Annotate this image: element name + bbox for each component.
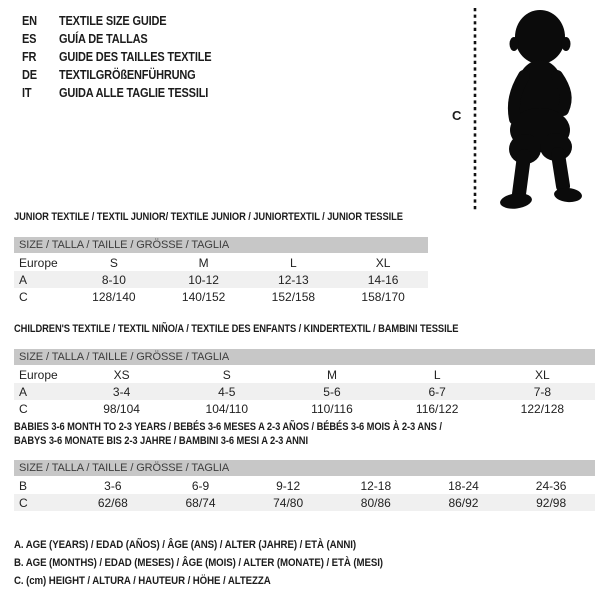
table-cell: 6-9 xyxy=(191,478,210,493)
language-code: ES xyxy=(22,32,37,46)
table-cell: 98/104 xyxy=(103,401,140,416)
language-row xyxy=(22,12,211,30)
size-table-babies xyxy=(14,477,595,511)
language-row xyxy=(22,84,211,102)
table-cell: 104/110 xyxy=(205,401,249,416)
size-header-bar: SIZE / TALLA / TAILLE / GRÖSSE / TAGLIA xyxy=(14,349,595,365)
table-cell: 116/122 xyxy=(415,401,459,416)
table-cell: 62/68 xyxy=(97,495,128,510)
table-row xyxy=(14,477,595,494)
table-row xyxy=(14,288,428,305)
table-row xyxy=(14,254,428,271)
legend-line-b: B. AGE (MONTHS) / EDAD (MESES) / ÂGE (MOIS) / ALTER (MONATE) / ETÀ (MESI) xyxy=(14,557,383,569)
table-cell: XS xyxy=(113,367,130,382)
table-cell: 14-16 xyxy=(367,272,399,287)
table-title-line-2: BABYS 3-6 MONATE BIS 2-3 JAHRE / BAMBINI 3-6 MESI A 2-3 ANNI xyxy=(14,435,308,447)
language-row xyxy=(22,30,211,48)
language-code: DE xyxy=(22,68,37,82)
language-code: EN xyxy=(22,14,37,28)
table-cell: 3-4 xyxy=(112,384,131,399)
row-label: A xyxy=(19,272,28,287)
legend xyxy=(14,536,383,590)
height-measure-label: C xyxy=(452,108,462,123)
language-title: GUIDE DES TAILLES TEXTILE xyxy=(58,50,212,64)
table-cell: 24-36 xyxy=(535,478,567,493)
table-cell: M xyxy=(326,367,337,382)
language-title-list xyxy=(22,12,211,102)
table-cell: 7-8 xyxy=(533,384,552,399)
table-cell: S xyxy=(222,367,231,382)
size-table-section-children xyxy=(14,322,595,417)
table-row xyxy=(14,494,595,511)
language-row xyxy=(22,66,211,84)
table-title-line-1: BABIES 3-6 MONTH TO 2-3 YEARS / BEBÉS 3-6 MESES A 2-3 AÑOS / BÉBÉS 3-6 MOIS À 2-3 ANS / xyxy=(14,421,442,433)
table-cell: 3-6 xyxy=(104,478,122,493)
height-measure-line xyxy=(472,6,478,212)
size-table-section-babies xyxy=(14,420,595,511)
table-cell: 12-18 xyxy=(360,478,392,493)
table-cell: 92/98 xyxy=(536,495,567,510)
table-cell: 5-6 xyxy=(323,384,341,399)
table-cell: 12-13 xyxy=(278,272,309,287)
toddler-silhouette-icon xyxy=(484,6,598,214)
legend-line-a: A. AGE (YEARS) / EDAD (AÑOS) / ÂGE (ANS) / ALTER (JAHRE) / ETÀ (ANNI) xyxy=(14,539,357,551)
table-cell: 110/116 xyxy=(311,401,353,416)
table-cell: 18-24 xyxy=(448,478,479,493)
table-cell: 158/170 xyxy=(361,289,405,304)
language-title: GUIDA ALLE TAGLIE TESSILI xyxy=(58,86,209,100)
table-row xyxy=(14,271,428,288)
table-cell: 10-12 xyxy=(188,272,219,287)
table-cell: 140/152 xyxy=(181,289,226,304)
row-label: C xyxy=(19,495,28,510)
row-label: Europe xyxy=(19,255,58,270)
table-cell: L xyxy=(290,255,297,270)
table-cell: 128/140 xyxy=(92,289,136,304)
table-cell: XL xyxy=(535,367,550,382)
language-title: TEXTILE SIZE GUIDE xyxy=(58,14,167,28)
row-label: A xyxy=(19,384,28,399)
table-cell: 74/80 xyxy=(273,495,304,510)
table-cell: 9-12 xyxy=(276,478,301,493)
table-cell: 68/74 xyxy=(185,495,216,510)
language-code: IT xyxy=(22,86,32,100)
row-label: C xyxy=(19,289,28,304)
table-title: JUNIOR TEXTILE / TEXTIL JUNIOR/ TEXTILE JUNIOR / JUNIORTEXTIL / JUNIOR TESSILE xyxy=(14,211,403,223)
table-cell: L xyxy=(433,367,441,382)
table-cell: 122/128 xyxy=(520,401,565,416)
size-table-junior xyxy=(14,254,428,305)
size-table-children xyxy=(14,366,595,417)
table-cell: 4-5 xyxy=(218,384,236,399)
row-label: B xyxy=(19,478,28,493)
table-cell: 152/158 xyxy=(271,289,316,304)
language-title: GUÍA DE TALLAS xyxy=(58,32,148,46)
table-row xyxy=(14,366,595,383)
table-cell: XL xyxy=(375,255,391,270)
size-header-bar: SIZE / TALLA / TAILLE / GRÖSSE / TAGLIA xyxy=(14,237,428,253)
size-table-section-junior xyxy=(14,210,428,305)
table-row xyxy=(14,383,595,400)
table-cell: 8-10 xyxy=(101,272,126,287)
row-label: C xyxy=(19,401,28,416)
legend-line-c: C. (cm) HEIGHT / ALTURA / HAUTEUR / HÖHE / ALTEZZA xyxy=(14,575,271,587)
language-code: FR xyxy=(22,50,37,64)
size-figure xyxy=(450,6,598,218)
table-cell: M xyxy=(198,255,209,270)
table-row xyxy=(14,400,595,417)
row-label: Europe xyxy=(19,367,58,382)
table-cell: 80/86 xyxy=(360,495,391,510)
language-title: TEXTILGRÖßENFÜHRUNG xyxy=(58,68,196,82)
table-cell: S xyxy=(109,255,118,270)
table-cell: 86/92 xyxy=(448,495,479,510)
table-cell: 6-7 xyxy=(428,384,446,399)
size-header-bar: SIZE / TALLA / TAILLE / GRÖSSE / TAGLIA xyxy=(14,460,595,476)
table-title: CHILDREN'S TEXTILE / TEXTIL NIÑO/A / TEXTILE DES ENFANTS / KINDERTEXTIL / BAMBINI TESSILE xyxy=(14,323,459,335)
language-row xyxy=(22,48,211,66)
